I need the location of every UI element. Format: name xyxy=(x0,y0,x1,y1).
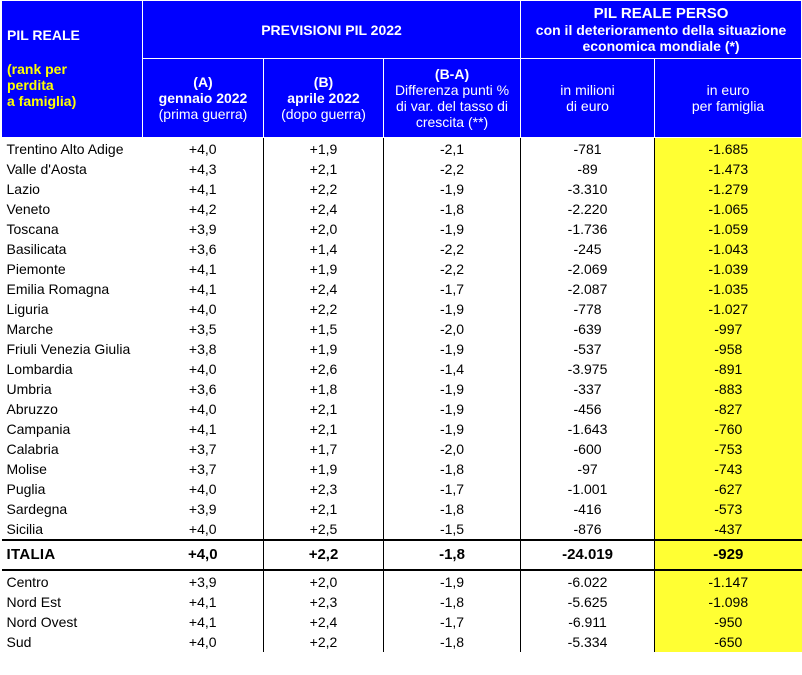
header-previsioni: PREVISIONI PIL 2022 xyxy=(143,1,521,59)
cell-gennaio: +3,7 xyxy=(188,441,217,457)
table-row xyxy=(2,219,802,239)
cell-milioni: -2.087 xyxy=(521,279,655,299)
cell-milioni: -97 xyxy=(521,459,655,479)
cell-gennaio: +4,3 xyxy=(188,161,217,177)
header-col-milioni: in milioni di euro xyxy=(521,59,655,138)
cell-milioni: -5.334 xyxy=(521,632,655,652)
cell-milioni: -89 xyxy=(521,159,655,179)
cell-aprile: +2,2 xyxy=(264,179,384,199)
cell-gennaio: +3,9 xyxy=(188,221,217,237)
cell-aprile: +2,2 xyxy=(264,540,384,570)
italia-row xyxy=(2,540,802,570)
cell-aprile: +2,4 xyxy=(264,279,384,299)
cell-diff: -1,8 xyxy=(384,632,521,652)
header-rank-note: (rank per perdita a famiglia) xyxy=(7,61,77,109)
cell-aprile: +2,4 xyxy=(264,612,384,632)
cell-aprile: +2,2 xyxy=(264,299,384,319)
cell-milioni: -337 xyxy=(521,379,655,399)
cell-milioni: -1.001 xyxy=(521,479,655,499)
region-name: Toscana xyxy=(6,221,59,237)
cell-famiglia: -1.279 xyxy=(655,179,802,199)
region-name: Emilia Romagna xyxy=(6,281,110,297)
header-region xyxy=(2,1,143,138)
cell-famiglia: -1.473 xyxy=(655,159,802,179)
cell-diff: -1,4 xyxy=(384,359,521,379)
table-row xyxy=(2,459,802,479)
cell-famiglia: -1.685 xyxy=(655,138,802,160)
table-row xyxy=(2,159,802,179)
cell-milioni: -24.019 xyxy=(521,540,655,570)
table-row xyxy=(2,319,802,339)
cell-famiglia: -891 xyxy=(655,359,802,379)
cell-gennaio: +4,1 xyxy=(188,261,217,277)
cell-milioni: -2.069 xyxy=(521,259,655,279)
cell-famiglia: -997 xyxy=(655,319,802,339)
cell-diff: -1,9 xyxy=(384,399,521,419)
cell-milioni: -3.310 xyxy=(521,179,655,199)
cell-famiglia: -950 xyxy=(655,612,802,632)
cell-diff: -1,5 xyxy=(384,519,521,540)
region-name: Sardegna xyxy=(6,501,68,517)
region-name: Abruzzo xyxy=(6,401,58,417)
cell-diff: -1,7 xyxy=(384,479,521,499)
table-row xyxy=(2,612,802,632)
cell-gennaio: +3,8 xyxy=(188,341,217,357)
region-name: Nord Ovest xyxy=(6,614,78,630)
cell-aprile: +2,1 xyxy=(264,159,384,179)
cell-famiglia: -1.027 xyxy=(655,299,802,319)
cell-famiglia: -1.098 xyxy=(655,592,802,612)
header-col-famiglia: in euro per famiglia xyxy=(655,59,802,138)
cell-aprile: +1,9 xyxy=(264,138,384,160)
cell-aprile: +1,9 xyxy=(264,259,384,279)
table-body xyxy=(2,138,802,653)
cell-gennaio: +4,0 xyxy=(188,401,217,417)
cell-gennaio: +3,7 xyxy=(188,461,217,477)
region-name: Centro xyxy=(6,574,49,590)
cell-aprile: +2,1 xyxy=(264,399,384,419)
cell-milioni: -1.736 xyxy=(521,219,655,239)
region-name: ITALIA xyxy=(2,540,143,570)
cell-famiglia: -1.147 xyxy=(655,570,802,592)
cell-famiglia: -1.059 xyxy=(655,219,802,239)
cell-aprile: +2,5 xyxy=(264,519,384,540)
cell-diff: -1,8 xyxy=(384,592,521,612)
cell-gennaio: +4,1 xyxy=(188,281,217,297)
region-name: Liguria xyxy=(6,301,49,317)
cell-milioni: -456 xyxy=(521,399,655,419)
cell-diff: -1,9 xyxy=(384,219,521,239)
cell-aprile: +2,0 xyxy=(264,570,384,592)
table-row xyxy=(2,359,802,379)
cell-aprile: +2,3 xyxy=(264,592,384,612)
cell-gennaio: +4,2 xyxy=(188,201,217,217)
cell-diff: -2,1 xyxy=(384,138,521,160)
cell-aprile: +1,9 xyxy=(264,459,384,479)
cell-aprile: +2,4 xyxy=(264,199,384,219)
cell-diff: -1,9 xyxy=(384,179,521,199)
cell-gennaio: +4,1 xyxy=(188,614,217,630)
cell-milioni: -778 xyxy=(521,299,655,319)
cell-famiglia: -650 xyxy=(655,632,802,652)
table-row xyxy=(2,279,802,299)
region-name: Friuli Venezia Giulia xyxy=(6,341,131,357)
cell-gennaio: +3,9 xyxy=(188,501,217,517)
table-row xyxy=(2,479,802,499)
cell-diff: -1,9 xyxy=(384,339,521,359)
region-name: Valle d'Aosta xyxy=(6,161,87,177)
cell-diff: -1,8 xyxy=(384,459,521,479)
cell-diff: -2,0 xyxy=(384,319,521,339)
region-name: Nord Est xyxy=(6,594,61,610)
cell-aprile: +1,4 xyxy=(264,239,384,259)
cell-famiglia: -1.039 xyxy=(655,259,802,279)
cell-diff: -1,9 xyxy=(384,299,521,319)
cell-gennaio: +4,0 xyxy=(188,141,217,157)
cell-diff: -2,2 xyxy=(384,159,521,179)
cell-milioni: -2.220 xyxy=(521,199,655,219)
cell-milioni: -5.625 xyxy=(521,592,655,612)
region-name: Trentino Alto Adige xyxy=(6,141,124,157)
cell-milioni: -781 xyxy=(521,138,655,160)
cell-diff: -1,9 xyxy=(384,570,521,592)
cell-gennaio: +3,5 xyxy=(188,321,217,337)
table-row xyxy=(2,379,802,399)
region-name: Basilicata xyxy=(6,241,67,257)
region-name: Piemonte xyxy=(6,261,66,277)
cell-famiglia: -627 xyxy=(655,479,802,499)
region-name: Marche xyxy=(6,321,54,337)
cell-gennaio: +3,9 xyxy=(188,574,217,590)
cell-gennaio: +4,0 xyxy=(143,540,264,570)
cell-famiglia: -1.043 xyxy=(655,239,802,259)
cell-milioni: -1.643 xyxy=(521,419,655,439)
cell-famiglia: -1.035 xyxy=(655,279,802,299)
cell-aprile: +1,8 xyxy=(264,379,384,399)
table-row xyxy=(2,299,802,319)
cell-famiglia: -573 xyxy=(655,499,802,519)
cell-famiglia: -437 xyxy=(655,519,802,540)
cell-milioni: -600 xyxy=(521,439,655,459)
cell-famiglia: -760 xyxy=(655,419,802,439)
table-row xyxy=(2,519,802,540)
region-name: Calabria xyxy=(6,441,59,457)
cell-milioni: -3.975 xyxy=(521,359,655,379)
region-name: Puglia xyxy=(6,481,46,497)
cell-gennaio: +4,0 xyxy=(188,361,217,377)
cell-famiglia: -827 xyxy=(655,399,802,419)
cell-gennaio: +4,0 xyxy=(188,301,217,317)
cell-famiglia: -958 xyxy=(655,339,802,359)
cell-diff: -2,0 xyxy=(384,439,521,459)
cell-aprile: +1,7 xyxy=(264,439,384,459)
table-row xyxy=(2,499,802,519)
pil-table xyxy=(1,0,802,652)
header-col-b: (B) aprile 2022 (dopo guerra) xyxy=(264,59,384,138)
table-row xyxy=(2,632,802,652)
cell-aprile: +2,0 xyxy=(264,219,384,239)
table-row xyxy=(2,592,802,612)
cell-famiglia: -743 xyxy=(655,459,802,479)
cell-milioni: -876 xyxy=(521,519,655,540)
cell-diff: -1,9 xyxy=(384,379,521,399)
cell-aprile: +2,1 xyxy=(264,419,384,439)
cell-milioni: -6.022 xyxy=(521,570,655,592)
cell-gennaio: +3,6 xyxy=(188,241,217,257)
region-name: Sud xyxy=(6,634,32,650)
cell-milioni: -416 xyxy=(521,499,655,519)
cell-milioni: -6.911 xyxy=(521,612,655,632)
region-name: Campania xyxy=(6,421,71,437)
table-row xyxy=(2,179,802,199)
cell-gennaio: +4,0 xyxy=(188,634,217,650)
cell-milioni: -245 xyxy=(521,239,655,259)
header-pil-perso: PIL REALE PERSO con il deterioramento della situazione economica mondiale (*) xyxy=(521,1,802,59)
cell-aprile: +2,3 xyxy=(264,479,384,499)
cell-diff: -2,2 xyxy=(384,239,521,259)
region-name: Molise xyxy=(6,461,47,477)
cell-aprile: +2,1 xyxy=(264,499,384,519)
cell-diff: -1,7 xyxy=(384,279,521,299)
cell-milioni: -537 xyxy=(521,339,655,359)
cell-diff: -1,8 xyxy=(384,499,521,519)
cell-famiglia: -1.065 xyxy=(655,199,802,219)
cell-gennaio: +3,6 xyxy=(188,381,217,397)
region-name: Umbria xyxy=(6,381,52,397)
cell-gennaio: +4,1 xyxy=(188,594,217,610)
cell-gennaio: +4,0 xyxy=(188,521,217,537)
cell-aprile: +2,2 xyxy=(264,632,384,652)
cell-aprile: +1,9 xyxy=(264,339,384,359)
region-name: Sicilia xyxy=(6,521,44,537)
table-row xyxy=(2,199,802,219)
cell-gennaio: +4,0 xyxy=(188,481,217,497)
header-col-diff: (B-A) Differenza punti % di var. del tasso di crescita (**) xyxy=(384,59,521,138)
table-row xyxy=(2,419,802,439)
region-name: Lazio xyxy=(6,181,40,197)
cell-diff: -1,8 xyxy=(384,199,521,219)
cell-diff: -2,2 xyxy=(384,259,521,279)
cell-famiglia: -929 xyxy=(655,540,802,570)
cell-famiglia: -753 xyxy=(655,439,802,459)
table-row xyxy=(2,259,802,279)
cell-diff: -1,9 xyxy=(384,419,521,439)
cell-famiglia: -883 xyxy=(655,379,802,399)
cell-gennaio: +4,1 xyxy=(188,181,217,197)
cell-aprile: +1,5 xyxy=(264,319,384,339)
table-row xyxy=(2,399,802,419)
cell-diff: -1,8 xyxy=(384,540,521,570)
table-row xyxy=(2,439,802,459)
cell-aprile: +2,6 xyxy=(264,359,384,379)
cell-diff: -1,7 xyxy=(384,612,521,632)
cell-gennaio: +4,1 xyxy=(188,421,217,437)
table-row xyxy=(2,339,802,359)
table-row xyxy=(2,138,802,160)
header-col-a: (A) gennaio 2022 (prima guerra) xyxy=(143,59,264,138)
cell-milioni: -639 xyxy=(521,319,655,339)
table-row xyxy=(2,570,802,592)
region-name: Lombardia xyxy=(6,361,73,377)
header-title: PIL REALE xyxy=(7,27,80,43)
region-name: Veneto xyxy=(6,201,51,217)
table-row xyxy=(2,239,802,259)
